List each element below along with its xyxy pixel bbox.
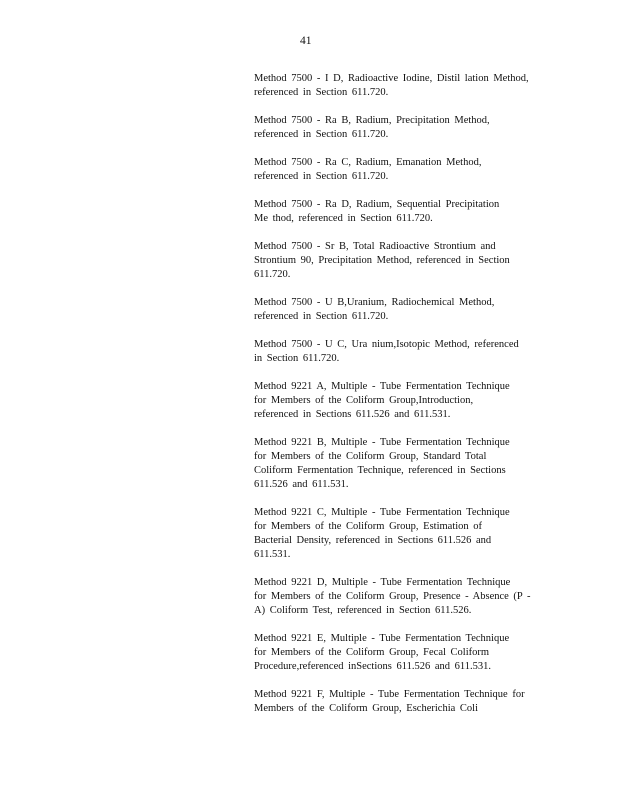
- entry-line: Coliform Fermentation Technique, referenced in Sections: [254, 465, 506, 476]
- entry-line: referenced in Section 611.720.: [254, 311, 389, 322]
- method-entry: [254, 436, 544, 492]
- entry-line: for Members of the Coliform Group, Presence - Absence (P -: [254, 591, 531, 602]
- entry-line: 611.720.: [254, 269, 291, 280]
- entry-line: 611.526 and 611.531.: [254, 479, 349, 490]
- entry-line: A) Coliform Test, referenced in Section 611.526.: [254, 605, 472, 616]
- method-entry: [254, 198, 544, 226]
- entry-line: Members of the Coliform Group, Escherichia Coli: [254, 703, 478, 714]
- method-entry: [254, 296, 544, 324]
- method-entry: [254, 632, 544, 674]
- entry-line: Method 7500 - U B,Uranium, Radiochemical Method,: [254, 297, 495, 308]
- method-entry: [254, 240, 544, 282]
- method-entry: [254, 688, 544, 716]
- entry-line: Method 7500 - Ra C, Radium, Emanation Method,: [254, 157, 482, 168]
- method-entry: [254, 156, 544, 184]
- entry-line: for Members of the Coliform Group,Introduction,: [254, 395, 474, 406]
- entry-line: for Members of the Coliform Group, Fecal Coliform: [254, 647, 490, 658]
- entry-line: Method 7500 - I D, Radioactive Iodine, Distil lation Method,: [254, 73, 529, 84]
- page-number: 41: [300, 35, 312, 47]
- entry-line: Method 9221 B, Multiple - Tube Fermentation Technique: [254, 437, 510, 448]
- entry-line: Method 9221 D, Multiple - Tube Fermentation Technique: [254, 577, 511, 588]
- entry-line: Strontium 90, Precipitation Method, referenced in Section: [254, 255, 510, 266]
- entry-line: referenced in Section 611.720.: [254, 129, 389, 140]
- entry-line: Me thod, referenced in Section 611.720.: [254, 213, 433, 224]
- method-entry: [254, 114, 544, 142]
- entry-line: Method 7500 - Ra B, Radium, Precipitation Method,: [254, 115, 490, 126]
- entry-line: Method 7500 - Ra D, Radium, Sequential Precipitation: [254, 199, 500, 210]
- method-entry: [254, 380, 544, 422]
- entry-line: Method 9221 C, Multiple - Tube Fermentation Technique: [254, 507, 510, 518]
- entry-line: referenced in Sections 611.526 and 611.531.: [254, 409, 451, 420]
- entry-line: referenced in Section 611.720.: [254, 87, 389, 98]
- entry-line: Method 9221 A, Multiple - Tube Fermentation Technique: [254, 381, 510, 392]
- method-list: [254, 72, 544, 730]
- entry-line: Procedure,referenced inSections 611.526 and 611.531.: [254, 661, 491, 672]
- entry-line: in Section 611.720.: [254, 353, 340, 364]
- method-entry: [254, 506, 544, 562]
- entry-line: referenced in Section 611.720.: [254, 171, 389, 182]
- entry-line: for Members of the Coliform Group, Estimation of: [254, 521, 483, 532]
- entry-line: Method 9221 F, Multiple - Tube Fermentation Technique for: [254, 689, 525, 700]
- method-entry: [254, 338, 544, 366]
- method-entry: [254, 72, 544, 100]
- entry-line: Method 7500 - Sr B, Total Radioactive Strontium and: [254, 241, 496, 252]
- entry-line: Bacterial Density, referenced in Sections 611.526 and: [254, 535, 492, 546]
- method-entry: [254, 576, 544, 618]
- entry-line: Method 9221 E, Multiple - Tube Fermentation Technique: [254, 633, 510, 644]
- entry-line: for Members of the Coliform Group, Standard Total: [254, 451, 487, 462]
- entry-line: 611.531.: [254, 549, 291, 560]
- entry-line: Method 7500 - U C, Ura nium,Isotopic Method, referenced: [254, 339, 519, 350]
